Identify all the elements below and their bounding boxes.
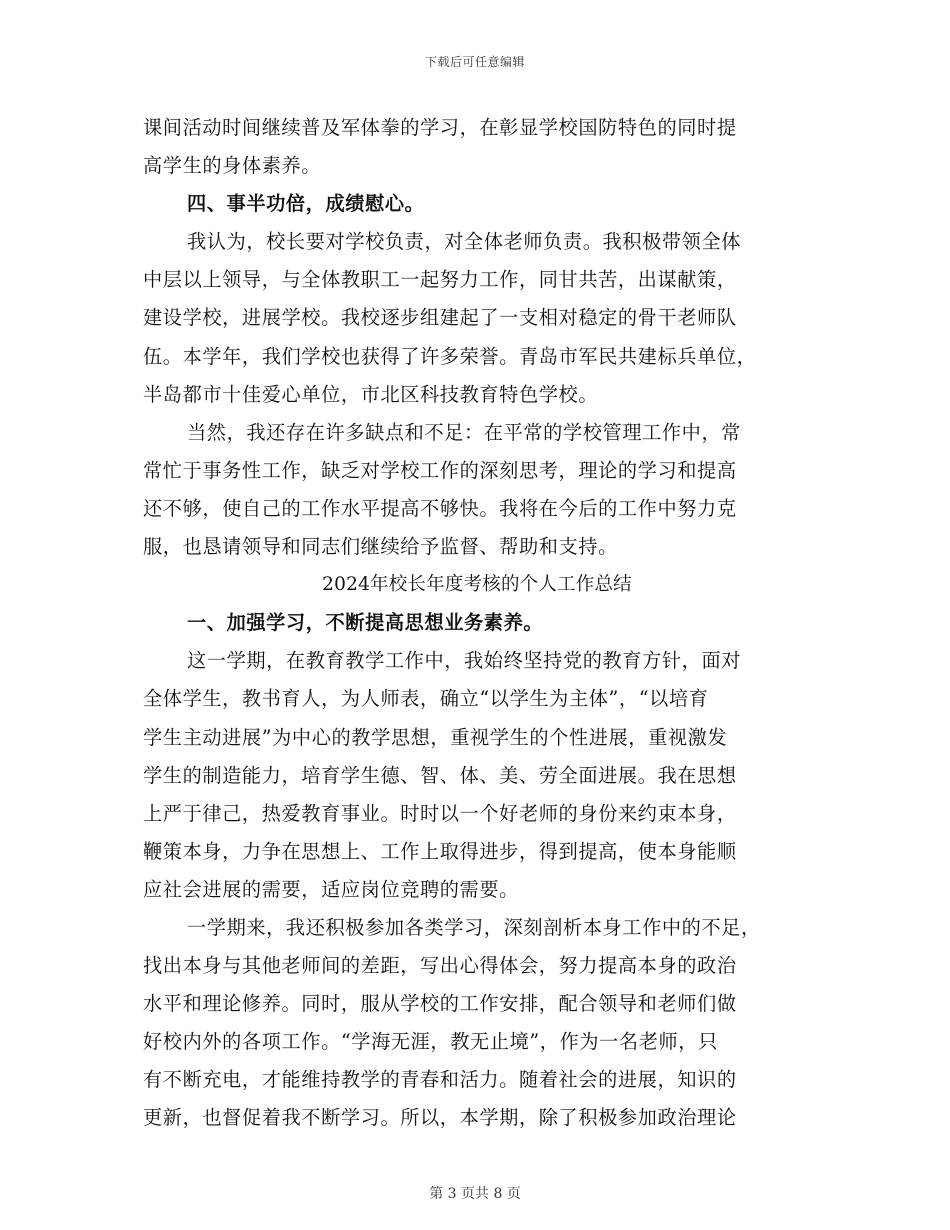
section-heading: 四、事半功倍，成绩慰心。	[187, 192, 425, 216]
paragraph-line: 有不断充电，才能维持教学的青春和活力。随着社会的进展，知识的	[143, 1068, 737, 1092]
paragraph-line: 建设学校，进展学校。我校逐步组建起了一支相对稳定的骨干老师队	[143, 306, 737, 330]
paragraph-line: 应社会进展的需要，适应岗位竞聘的需要。	[143, 877, 519, 901]
paragraph-line: 学生主动进展”为中心的教学思想，重视学生的个性进展，重视激发	[143, 725, 728, 749]
paragraph-line: 学生的制造能力，培育学生德、智、体、美、劳全面进展。我在思想	[143, 763, 737, 787]
paragraph-line: 全体学生，教书育人，为人师表，确立“以学生为主体”，“以培育	[143, 687, 709, 711]
paragraph-line: 鞭策本身，力争在思想上、工作上取得进步，得到提高，使本身能顺	[143, 839, 737, 863]
document-body	[143, 109, 811, 1138]
paragraph-line: 更新，也督促着我不断学习。所以，本学期，除了积极参加政治理论	[143, 1106, 737, 1130]
paragraph-line: 好校内外的各项工作。“学海无涯，教无止境”，作为一名老师，只	[143, 1030, 718, 1054]
paragraph-line: 上严于律己，热爱教育事业。时时以一个好老师的身份来约束本身，	[143, 801, 737, 825]
paragraph-line: 一学期来，我还积极参加各类学习，深刻剖析本身工作中的不足，	[187, 915, 761, 939]
paragraph-line: 伍。本学年，我们学校也获得了许多荣誉。青岛市军民共建标兵单位，	[143, 344, 757, 368]
page-header: 下载后可任意编辑	[424, 55, 525, 69]
paragraph-line: 服，也恳请领导和同志们继续给予监督、帮助和支持。	[143, 535, 618, 559]
paragraph-line: 课间活动时间继续普及军体拳的学习，在彰显学校国防特色的同时提	[143, 116, 737, 139]
paragraph-line: 这一学期，在教育教学工作中，我始终坚持党的教育方针，面对	[187, 649, 742, 673]
paragraph-line: 水平和理论修养。同时，服从学校的工作安排，配合领导和老师们做	[143, 992, 737, 1016]
paragraph-line: 找出本身与其他老师间的差距，写出心得体会，努力提高本身的政治	[143, 954, 737, 978]
section-heading: 一、加强学习，不断提高思想业务素养。	[187, 611, 544, 635]
paragraph-line: 半岛都市十佳爱心单位，市北区科技教育特色学校。	[143, 382, 599, 406]
document-title: 2024年校长年度考核的个人工作总结	[322, 574, 632, 596]
paragraph-line: 当然，我还存在许多缺点和不足：在平常的学校管理工作中，常	[187, 420, 742, 444]
paragraph-line: 中层以上领导，与全体教职工一起努力工作，同甘共苦，出谋献策，	[143, 268, 737, 292]
paragraph-line: 还不够，使自己的工作水平提高不够快。我将在今后的工作中努力克	[143, 496, 737, 520]
paragraph-line: 高学生的身体素养。	[143, 154, 322, 178]
page-footer: 第 3 页共 8 页	[429, 1186, 521, 1202]
paragraph-line: 我认为，校长要对学校负责，对全体老师负责。我积极带领全体	[187, 230, 742, 254]
paragraph-line: 常忙于事务性工作，缺乏对学校工作的深刻思考，理论的学习和提高	[143, 458, 737, 482]
